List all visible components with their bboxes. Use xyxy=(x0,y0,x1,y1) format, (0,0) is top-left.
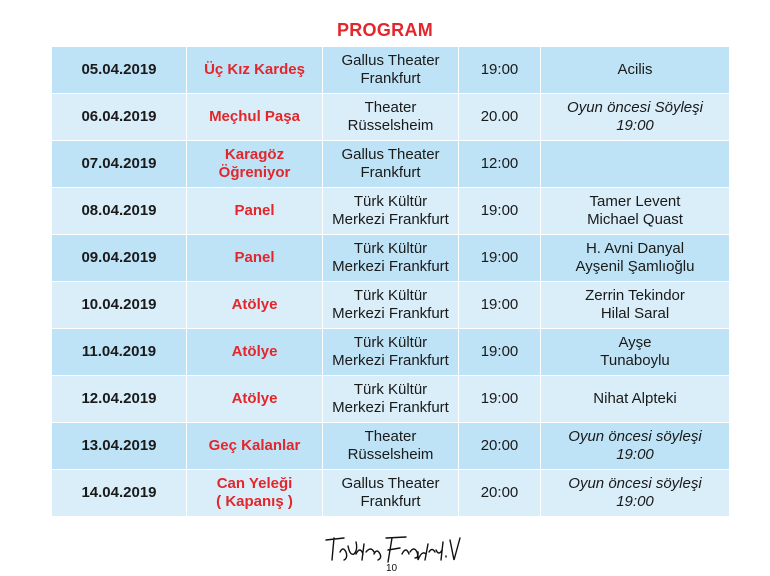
time-cell: 20:00 xyxy=(459,423,541,470)
time-cell: 19:00 xyxy=(459,47,541,94)
note-cell xyxy=(541,47,730,94)
date-cell: 14.04.2019 xyxy=(52,470,187,517)
note-line: Acilis xyxy=(617,61,653,78)
program-table xyxy=(51,46,730,517)
note-line: Tamer Levent xyxy=(589,193,681,210)
note-line: Ayşenil Şamlıoğlu xyxy=(575,258,695,275)
event-line: Panel xyxy=(234,202,275,219)
event-line: Atölye xyxy=(231,343,278,360)
table-row xyxy=(52,188,730,235)
venue-line: Merkezi Frankfurt xyxy=(332,305,449,322)
venue-line: Türk Kültür xyxy=(353,381,428,398)
signature-number: 10 xyxy=(386,563,398,572)
venue-cell xyxy=(323,423,459,470)
event-line: Karagöz xyxy=(224,146,285,163)
time-cell: 12:00 xyxy=(459,141,541,188)
program-table-body xyxy=(52,47,730,517)
note-cell xyxy=(541,470,730,517)
table-row xyxy=(52,423,730,470)
table-row xyxy=(52,329,730,376)
note-cell xyxy=(541,376,730,423)
table-row xyxy=(52,141,730,188)
date-cell: 10.04.2019 xyxy=(52,282,187,329)
note-line: 19:00 xyxy=(616,446,654,463)
date-cell: 12.04.2019 xyxy=(52,376,187,423)
venue-line: Rüsselsheim xyxy=(347,446,434,463)
date-cell: 07.04.2019 xyxy=(52,141,187,188)
date-cell: 05.04.2019 xyxy=(52,47,187,94)
note-line: Nihat Alpteki xyxy=(593,390,677,407)
venue-cell xyxy=(323,47,459,94)
page-title: PROGRAM xyxy=(336,20,434,40)
venue-cell xyxy=(323,376,459,423)
note-line: Ayşe xyxy=(618,334,652,351)
note-cell xyxy=(541,329,730,376)
time-cell: 20:00 xyxy=(459,470,541,517)
venue-line: Gallus Theater xyxy=(341,146,440,163)
note-line: Zerrin Tekindor xyxy=(585,287,685,304)
table-row xyxy=(52,235,730,282)
event-line: Üç Kız Kardeş xyxy=(204,61,305,78)
table-row xyxy=(52,376,730,423)
venue-line: Merkezi Frankfurt xyxy=(332,258,449,275)
note-cell xyxy=(541,188,730,235)
note-cell xyxy=(541,141,730,188)
date-cell: 08.04.2019 xyxy=(52,188,187,235)
event-line: Atölye xyxy=(231,390,278,407)
event-cell xyxy=(187,188,323,235)
table-row xyxy=(52,94,730,141)
note-line: Hilal Saral xyxy=(600,305,670,322)
time-cell: 19:00 xyxy=(459,188,541,235)
venue-line: Türk Kültür xyxy=(353,240,428,257)
event-cell xyxy=(187,235,323,282)
venue-line: Rüsselsheim xyxy=(347,117,434,134)
signature-logo xyxy=(322,532,462,572)
table-row xyxy=(52,470,730,517)
event-line: ( Kapanış ) xyxy=(216,493,293,510)
venue-line: Merkezi Frankfurt xyxy=(332,399,449,416)
note-line: 19:00 xyxy=(616,493,654,510)
event-cell xyxy=(187,282,323,329)
note-cell xyxy=(541,235,730,282)
venue-line: Gallus Theater xyxy=(341,52,440,69)
event-cell xyxy=(187,376,323,423)
time-cell: 20.00 xyxy=(459,94,541,141)
note-line: Michael Quast xyxy=(587,211,683,228)
date-cell: 13.04.2019 xyxy=(52,423,187,470)
note-line: 19:00 xyxy=(616,117,654,134)
venue-cell xyxy=(323,141,459,188)
venue-line: Türk Kültür xyxy=(353,334,428,351)
venue-cell xyxy=(323,188,459,235)
venue-line: Gallus Theater xyxy=(341,475,440,492)
venue-line: Türk Kültür xyxy=(353,193,428,210)
venue-line: Türk Kültür xyxy=(353,287,428,304)
note-cell xyxy=(541,94,730,141)
event-line: Öğreniyor xyxy=(218,164,291,181)
event-line: Panel xyxy=(234,249,275,266)
note-line: Oyun öncesi Söyleşi xyxy=(567,99,703,116)
event-line: Meçhul Paşa xyxy=(209,108,300,125)
event-cell xyxy=(187,94,323,141)
venue-cell xyxy=(323,94,459,141)
venue-cell xyxy=(323,470,459,517)
venue-line: Theater xyxy=(364,428,417,445)
event-cell xyxy=(187,470,323,517)
venue-cell xyxy=(323,282,459,329)
time-cell: 19:00 xyxy=(459,329,541,376)
event-cell xyxy=(187,423,323,470)
event-line: Geç Kalanlar xyxy=(208,437,301,454)
note-line: H. Avni Danyal xyxy=(585,240,685,257)
event-line: Can Yeleği xyxy=(216,475,293,492)
event-cell xyxy=(187,47,323,94)
venue-line: Theater xyxy=(364,99,417,116)
note-line: Oyun öncesi söyleşi xyxy=(568,475,702,492)
date-cell: 06.04.2019 xyxy=(52,94,187,141)
table-row xyxy=(52,282,730,329)
note-line: Oyun öncesi söyleşi xyxy=(568,428,702,445)
event-line: Atölye xyxy=(231,296,278,313)
venue-line: Merkezi Frankfurt xyxy=(332,211,449,228)
venue-cell xyxy=(323,235,459,282)
venue-line: Frankfurt xyxy=(360,164,421,181)
time-cell: 19:00 xyxy=(459,282,541,329)
venue-line: Merkezi Frankfurt xyxy=(332,352,449,369)
time-cell: 19:00 xyxy=(459,235,541,282)
note-cell xyxy=(541,282,730,329)
date-cell: 09.04.2019 xyxy=(52,235,187,282)
note-cell xyxy=(541,423,730,470)
venue-line: Frankfurt xyxy=(360,70,421,87)
venue-line: Frankfurt xyxy=(360,493,421,510)
event-cell xyxy=(187,141,323,188)
note-line: Tunaboylu xyxy=(600,352,670,369)
time-cell: 19:00 xyxy=(459,376,541,423)
event-cell xyxy=(187,329,323,376)
table-row xyxy=(52,47,730,94)
venue-cell xyxy=(323,329,459,376)
date-cell: 11.04.2019 xyxy=(52,329,187,376)
